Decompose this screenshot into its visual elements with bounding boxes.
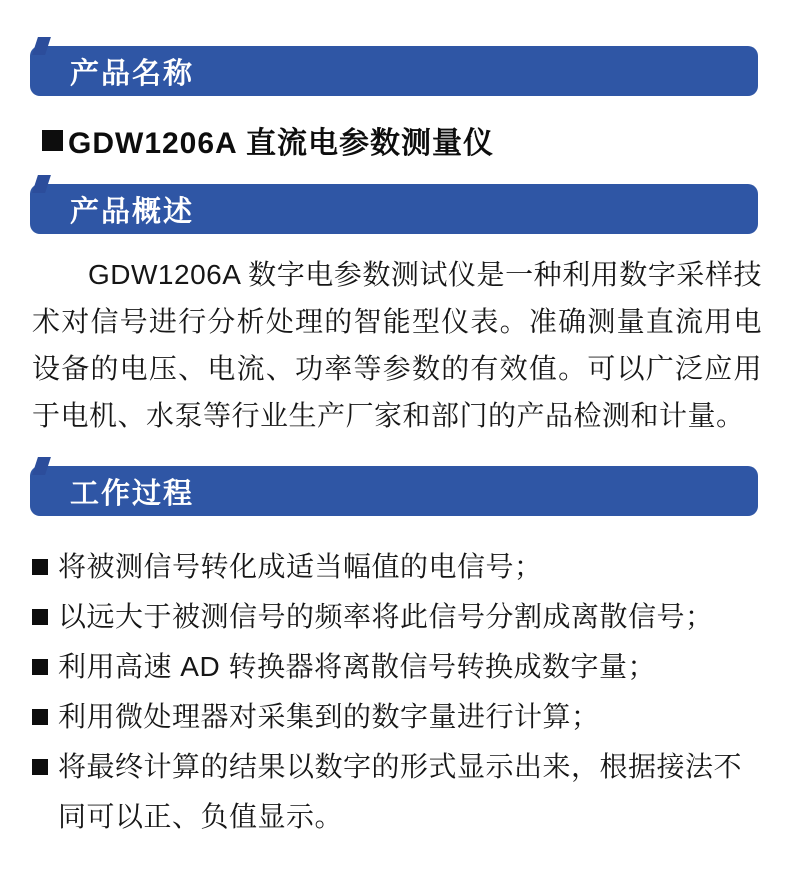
banner-corner-notch xyxy=(32,37,51,55)
list-item xyxy=(32,542,768,592)
banner-corner-notch xyxy=(32,175,51,193)
list-item-text: 利用微处理器对采集到的数字量进行计算； xyxy=(58,701,600,732)
product-title: GDW1206A 直流电参数测量仪 xyxy=(68,127,494,160)
section-banner-product-name xyxy=(30,46,758,96)
list-item-text: 将最终计算的结果以数字的形式显示出来，根据接法不同可以正、负值显示。 xyxy=(58,751,743,832)
list-item xyxy=(32,592,768,642)
square-bullet-icon xyxy=(32,709,48,725)
square-bullet-icon xyxy=(32,759,48,775)
banner-corner-notch xyxy=(32,457,51,475)
square-bullet-icon xyxy=(32,609,48,625)
square-bullet-icon xyxy=(32,659,48,675)
square-bullet-icon xyxy=(32,559,48,575)
list-item-text: 将被测信号转化成适当幅值的电信号； xyxy=(58,551,543,582)
list-item xyxy=(32,642,768,692)
section-heading: 工作过程 xyxy=(70,477,195,510)
list-item-text: 利用高速 AD 转换器将离散信号转换成数字量； xyxy=(58,651,656,682)
list-item xyxy=(32,692,768,742)
square-bullet-icon xyxy=(42,130,63,151)
list-item xyxy=(32,742,768,842)
product-detail-page xyxy=(0,46,790,889)
section-banner-overview xyxy=(30,184,758,234)
section-heading: 产品名称 xyxy=(70,57,195,90)
section-heading: 产品概述 xyxy=(70,195,195,228)
product-title-row xyxy=(42,122,790,158)
list-item-text: 以远大于被测信号的频率将此信号分割成离散信号； xyxy=(58,601,714,632)
section-banner-process xyxy=(30,466,758,516)
process-list xyxy=(32,542,768,842)
overview-paragraph: GDW1206A 数字电参数测试仪是一种利用数字采样技术对信号进行分析处理的智能型仪表。准确测量直流用电设备的电压、电流、功率等参数的有效值。可以广泛应用于电机、水泵等行业生产厂家和部门的产品检测和计量。 xyxy=(32,259,762,431)
